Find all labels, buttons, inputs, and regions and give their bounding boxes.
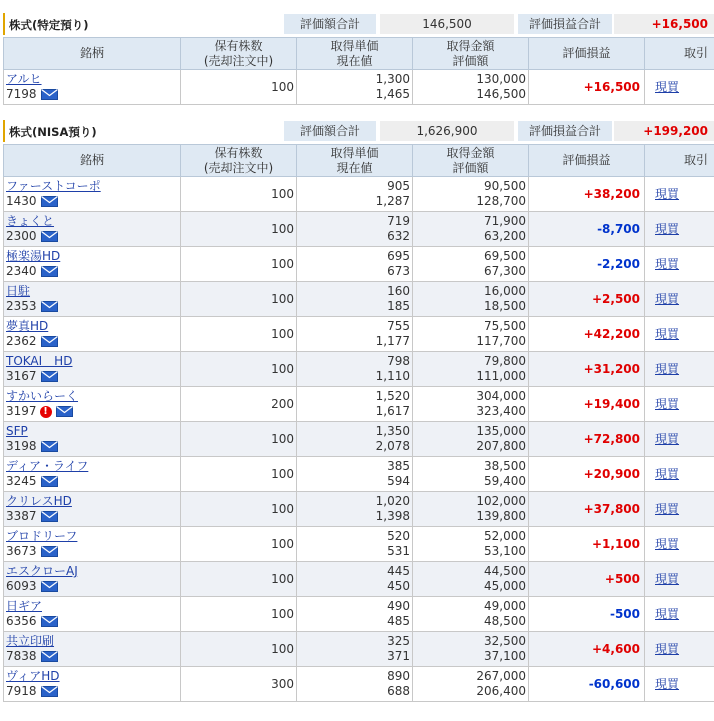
mail-icon[interactable] bbox=[41, 266, 58, 277]
cost-price: 1,520 bbox=[375, 389, 410, 403]
profit-loss: +16,500 bbox=[529, 70, 645, 105]
market-value: 18,500 bbox=[484, 299, 526, 313]
stock-name-link[interactable]: アルヒ bbox=[6, 72, 42, 86]
summary-bar bbox=[0, 117, 714, 143]
stock-name-link[interactable]: すかいらーく bbox=[6, 389, 79, 403]
col-header-name-label: 銘柄 bbox=[79, 46, 104, 60]
table-row bbox=[4, 352, 714, 387]
table-row bbox=[4, 527, 714, 562]
stock-cell bbox=[4, 667, 181, 702]
table-row bbox=[4, 597, 714, 632]
col-header-pl bbox=[529, 38, 645, 70]
mail-icon[interactable] bbox=[41, 231, 58, 242]
section-tokutei bbox=[0, 10, 714, 101]
action-cell bbox=[645, 282, 714, 317]
alert-icon[interactable]: ! bbox=[40, 406, 52, 418]
col-header-pl-label: 評価損益 bbox=[562, 153, 611, 167]
cost-amount: 44,500 bbox=[484, 564, 526, 578]
stock-code: 7198 bbox=[6, 87, 37, 101]
table-row bbox=[4, 492, 714, 527]
price-cell bbox=[297, 492, 413, 527]
stock-name-link[interactable]: ブロドリーフ bbox=[6, 529, 78, 543]
action-cell bbox=[645, 667, 714, 702]
current-price: 371 bbox=[387, 649, 410, 663]
stock-name-link[interactable]: ディア・ライフ bbox=[6, 459, 89, 473]
profit-loss: +37,800 bbox=[529, 492, 645, 527]
cost-amount: 79,800 bbox=[484, 354, 526, 368]
action-cell bbox=[645, 597, 714, 632]
stock-code: 3197 bbox=[6, 404, 37, 418]
stock-cell bbox=[4, 422, 181, 457]
amount-cell bbox=[413, 457, 529, 492]
amount-cell bbox=[413, 282, 529, 317]
cost-amount: 304,000 bbox=[476, 389, 526, 403]
market-value: 146,500 bbox=[476, 87, 526, 101]
action-cell bbox=[645, 422, 714, 457]
current-price: 1,177 bbox=[375, 334, 410, 348]
col-header-action-label: 取引 bbox=[683, 46, 708, 60]
table-row bbox=[4, 632, 714, 667]
holdings-table bbox=[3, 144, 714, 702]
stock-cell bbox=[4, 562, 181, 597]
quantity: 100 bbox=[181, 317, 297, 352]
col-header-qty-label: 保有株数 bbox=[214, 38, 263, 53]
stock-cell bbox=[4, 632, 181, 667]
cost-amount: 52,000 bbox=[484, 529, 526, 543]
col-header-name bbox=[4, 38, 181, 70]
col-header-pl-label: 評価損益 bbox=[562, 46, 611, 60]
market-value: 53,100 bbox=[484, 544, 526, 558]
cost-amount: 130,000 bbox=[476, 72, 526, 86]
total-value: 146,500 bbox=[380, 14, 514, 34]
market-value: 323,400 bbox=[476, 404, 526, 418]
amount-cell bbox=[413, 387, 529, 422]
cost-price: 520 bbox=[387, 529, 410, 543]
total-pl-label: 評価損益合計 bbox=[518, 121, 612, 141]
col-header-name bbox=[4, 145, 181, 177]
table-row bbox=[4, 562, 714, 597]
buy-cash-link[interactable]: 現買 bbox=[655, 186, 680, 201]
quantity: 300 bbox=[181, 667, 297, 702]
action-cell bbox=[645, 212, 714, 247]
stock-name-link[interactable]: TOKAI HD bbox=[6, 354, 73, 368]
cost-amount: 49,000 bbox=[484, 599, 526, 613]
total-pl-label: 評価損益合計 bbox=[518, 14, 612, 34]
mail-icon[interactable] bbox=[41, 441, 58, 452]
buy-cash-link[interactable]: 現買 bbox=[655, 606, 680, 621]
market-value: 45,000 bbox=[484, 579, 526, 593]
current-price: 450 bbox=[387, 579, 410, 593]
amount-cell bbox=[413, 527, 529, 562]
cost-amount: 16,000 bbox=[484, 284, 526, 298]
profit-loss: +500 bbox=[529, 562, 645, 597]
col-header-qty-label: 保有株数 bbox=[214, 145, 263, 160]
quantity: 100 bbox=[181, 212, 297, 247]
total-value: 1,626,900 bbox=[380, 121, 514, 141]
amount-cell bbox=[413, 352, 529, 387]
amount-cell bbox=[413, 667, 529, 702]
buy-cash-link[interactable]: 現買 bbox=[655, 431, 680, 446]
cost-price: 1,020 bbox=[375, 494, 410, 508]
holdings-table bbox=[3, 37, 714, 105]
stock-name-link[interactable]: 極楽湯HD bbox=[6, 249, 61, 263]
stock-cell bbox=[4, 352, 181, 387]
price-cell bbox=[297, 527, 413, 562]
col-header-value-label: 評価額 bbox=[452, 53, 489, 68]
stock-name-link[interactable]: 日駐 bbox=[6, 284, 31, 298]
mail-icon[interactable] bbox=[41, 546, 58, 557]
action-cell bbox=[645, 527, 714, 562]
amount-cell bbox=[413, 177, 529, 212]
buy-cash-link[interactable]: 現買 bbox=[655, 641, 680, 656]
amount-cell bbox=[413, 70, 529, 105]
col-header-qty-sub: (売却注文中) bbox=[203, 53, 274, 68]
cost-amount: 90,500 bbox=[484, 179, 526, 193]
buy-cash-link[interactable]: 現買 bbox=[655, 361, 680, 376]
cost-price: 695 bbox=[387, 249, 410, 263]
market-value: 63,200 bbox=[484, 229, 526, 243]
mail-icon[interactable] bbox=[41, 686, 58, 697]
profit-loss: +72,800 bbox=[529, 422, 645, 457]
price-cell bbox=[297, 177, 413, 212]
current-price: 688 bbox=[387, 684, 410, 698]
cost-price: 160 bbox=[387, 284, 410, 298]
cost-amount: 75,500 bbox=[484, 319, 526, 333]
market-value: 207,800 bbox=[476, 439, 526, 453]
current-price: 185 bbox=[387, 299, 410, 313]
amount-cell bbox=[413, 597, 529, 632]
stock-cell bbox=[4, 527, 181, 562]
profit-loss: +38,200 bbox=[529, 177, 645, 212]
stock-name-link[interactable]: きょくと bbox=[6, 214, 55, 228]
price-cell bbox=[297, 457, 413, 492]
stock-cell bbox=[4, 597, 181, 632]
quantity: 100 bbox=[181, 247, 297, 282]
buy-cash-link[interactable]: 現買 bbox=[655, 536, 680, 551]
profit-loss: +31,200 bbox=[529, 352, 645, 387]
action-cell bbox=[645, 632, 714, 667]
col-header-pl bbox=[529, 145, 645, 177]
col-header-action bbox=[645, 145, 714, 177]
cost-price: 798 bbox=[387, 354, 410, 368]
current-price: 1,110 bbox=[375, 369, 410, 383]
mail-icon[interactable] bbox=[41, 336, 58, 347]
buy-cash-link[interactable]: 現買 bbox=[655, 221, 680, 236]
market-value: 59,400 bbox=[484, 474, 526, 488]
total-pl-value: +16,500 bbox=[614, 14, 714, 34]
market-value: 111,000 bbox=[476, 369, 526, 383]
profit-loss: +20,900 bbox=[529, 457, 645, 492]
stock-cell bbox=[4, 457, 181, 492]
stock-code: 3387 bbox=[6, 509, 37, 523]
market-value: 206,400 bbox=[476, 684, 526, 698]
stock-name-link[interactable]: 夢真HD bbox=[6, 319, 49, 333]
current-price: 632 bbox=[387, 229, 410, 243]
stock-name-link[interactable]: クリレスHD bbox=[6, 494, 72, 508]
profit-loss: +4,600 bbox=[529, 632, 645, 667]
col-header-amount bbox=[413, 38, 529, 70]
stock-cell bbox=[4, 247, 181, 282]
col-header-amount-label: 取得金額 bbox=[446, 38, 495, 53]
buy-cash-link[interactable]: 現買 bbox=[655, 396, 680, 411]
profit-loss: +19,400 bbox=[529, 387, 645, 422]
current-price: 1,617 bbox=[375, 404, 410, 418]
market-value: 67,300 bbox=[484, 264, 526, 278]
stock-name-link[interactable]: SFP bbox=[6, 424, 28, 438]
price-cell bbox=[297, 247, 413, 282]
buy-cash-link[interactable]: 現買 bbox=[655, 466, 680, 481]
mail-icon[interactable] bbox=[41, 616, 58, 627]
col-header-value-label: 評価額 bbox=[452, 160, 489, 175]
cost-amount: 71,900 bbox=[484, 214, 526, 228]
table-row bbox=[4, 317, 714, 352]
table-row bbox=[4, 667, 714, 702]
table-row bbox=[4, 247, 714, 282]
table-row bbox=[4, 422, 714, 457]
mail-icon[interactable] bbox=[41, 89, 58, 100]
mail-icon[interactable] bbox=[41, 476, 58, 487]
cost-amount: 267,000 bbox=[476, 669, 526, 683]
stock-cell bbox=[4, 282, 181, 317]
cost-amount: 32,500 bbox=[484, 634, 526, 648]
current-price: 1,287 bbox=[375, 194, 410, 208]
action-cell bbox=[645, 457, 714, 492]
quantity: 100 bbox=[181, 457, 297, 492]
mail-icon[interactable] bbox=[41, 196, 58, 207]
col-header-qty bbox=[181, 38, 297, 70]
col-header-name-label: 銘柄 bbox=[79, 153, 104, 167]
col-header-price bbox=[297, 145, 413, 177]
section-title: 株式(NISA預り) bbox=[3, 120, 97, 142]
stock-code: 2340 bbox=[6, 264, 37, 278]
market-value: 139,800 bbox=[476, 509, 526, 523]
amount-cell bbox=[413, 212, 529, 247]
price-cell bbox=[297, 387, 413, 422]
stock-code: 3673 bbox=[6, 544, 37, 558]
header-row bbox=[4, 145, 714, 177]
col-header-qty bbox=[181, 145, 297, 177]
col-header-cost-label: 取得単価 bbox=[330, 38, 379, 53]
table-row bbox=[4, 70, 714, 105]
buy-cash-link[interactable]: 現買 bbox=[655, 501, 680, 516]
col-header-action-label: 取引 bbox=[683, 153, 708, 167]
market-value: 117,700 bbox=[476, 334, 526, 348]
table-row bbox=[4, 212, 714, 247]
amount-cell bbox=[413, 562, 529, 597]
profit-loss: -500 bbox=[529, 597, 645, 632]
profit-loss: +1,100 bbox=[529, 527, 645, 562]
stock-code: 1430 bbox=[6, 194, 37, 208]
quantity: 100 bbox=[181, 632, 297, 667]
cost-price: 1,350 bbox=[375, 424, 410, 438]
cost-price: 905 bbox=[387, 179, 410, 193]
quantity: 100 bbox=[181, 562, 297, 597]
summary-bar bbox=[0, 10, 714, 36]
amount-cell bbox=[413, 317, 529, 352]
quantity: 100 bbox=[181, 70, 297, 105]
action-cell bbox=[645, 492, 714, 527]
cost-price: 385 bbox=[387, 459, 410, 473]
stock-name-link[interactable]: ファーストコーポ bbox=[6, 179, 101, 193]
buy-cash-link[interactable]: 現買 bbox=[655, 291, 680, 306]
profit-loss: -60,600 bbox=[529, 667, 645, 702]
total-value-label: 評価額合計 bbox=[284, 121, 376, 141]
current-price: 485 bbox=[387, 614, 410, 628]
current-price: 1,398 bbox=[375, 509, 410, 523]
cost-price: 890 bbox=[387, 669, 410, 683]
col-header-price-label: 現在値 bbox=[336, 160, 373, 175]
price-cell bbox=[297, 352, 413, 387]
cost-price: 490 bbox=[387, 599, 410, 613]
stock-code: 2353 bbox=[6, 299, 37, 313]
buy-cash-link[interactable]: 現買 bbox=[655, 571, 680, 586]
stock-code: 7918 bbox=[6, 684, 37, 698]
amount-cell bbox=[413, 492, 529, 527]
stock-code: 3167 bbox=[6, 369, 37, 383]
stock-name-link[interactable]: エスクローAJ bbox=[6, 564, 78, 578]
cost-amount: 102,000 bbox=[476, 494, 526, 508]
quantity: 200 bbox=[181, 387, 297, 422]
table-row bbox=[4, 387, 714, 422]
mail-icon[interactable] bbox=[56, 406, 73, 417]
stock-name-link[interactable]: ヴィアHD bbox=[6, 669, 60, 683]
table-row bbox=[4, 282, 714, 317]
col-header-price bbox=[297, 38, 413, 70]
mail-icon[interactable] bbox=[41, 371, 58, 382]
stock-cell bbox=[4, 212, 181, 247]
market-value: 128,700 bbox=[476, 194, 526, 208]
col-header-price-label: 現在値 bbox=[336, 53, 373, 68]
section-nisa bbox=[0, 117, 714, 698]
quantity: 100 bbox=[181, 177, 297, 212]
current-price: 673 bbox=[387, 264, 410, 278]
cost-amount: 135,000 bbox=[476, 424, 526, 438]
current-price: 2,078 bbox=[375, 439, 410, 453]
quantity: 100 bbox=[181, 492, 297, 527]
col-header-qty-sub: (売却注文中) bbox=[203, 160, 274, 175]
profit-loss: -8,700 bbox=[529, 212, 645, 247]
mail-icon[interactable] bbox=[41, 511, 58, 522]
price-cell bbox=[297, 317, 413, 352]
stock-cell bbox=[4, 177, 181, 212]
mail-icon[interactable] bbox=[41, 301, 58, 312]
total-value-label: 評価額合計 bbox=[284, 14, 376, 34]
profit-loss: -2,200 bbox=[529, 247, 645, 282]
cost-price: 325 bbox=[387, 634, 410, 648]
buy-cash-link[interactable]: 現買 bbox=[655, 326, 680, 341]
buy-cash-link[interactable]: 現買 bbox=[655, 256, 680, 271]
mail-icon[interactable] bbox=[41, 581, 58, 592]
price-cell bbox=[297, 282, 413, 317]
cost-price: 719 bbox=[387, 214, 410, 228]
col-header-amount-label: 取得金額 bbox=[446, 145, 495, 160]
action-cell bbox=[645, 352, 714, 387]
current-price: 531 bbox=[387, 544, 410, 558]
col-header-cost-label: 取得単価 bbox=[330, 145, 379, 160]
action-cell bbox=[645, 387, 714, 422]
quantity: 100 bbox=[181, 422, 297, 457]
action-cell bbox=[645, 177, 714, 212]
price-cell bbox=[297, 667, 413, 702]
stock-cell bbox=[4, 492, 181, 527]
quantity: 100 bbox=[181, 597, 297, 632]
buy-cash-link[interactable]: 現買 bbox=[655, 79, 680, 94]
buy-cash-link[interactable]: 現買 bbox=[655, 676, 680, 691]
total-pl-value: +199,200 bbox=[614, 121, 714, 141]
action-cell bbox=[645, 247, 714, 282]
amount-cell bbox=[413, 632, 529, 667]
table-row bbox=[4, 177, 714, 212]
stock-cell bbox=[4, 70, 181, 105]
stock-cell bbox=[4, 317, 181, 352]
profit-loss: +42,200 bbox=[529, 317, 645, 352]
price-cell bbox=[297, 597, 413, 632]
stock-code: 2362 bbox=[6, 334, 37, 348]
section-title: 株式(特定預り) bbox=[3, 13, 89, 35]
profit-loss: +2,500 bbox=[529, 282, 645, 317]
market-value: 48,500 bbox=[484, 614, 526, 628]
stock-code: 3245 bbox=[6, 474, 37, 488]
col-header-amount bbox=[413, 145, 529, 177]
cost-amount: 38,500 bbox=[484, 459, 526, 473]
price-cell bbox=[297, 212, 413, 247]
cost-price: 1,300 bbox=[375, 72, 410, 86]
quantity: 100 bbox=[181, 352, 297, 387]
mail-icon[interactable] bbox=[41, 651, 58, 662]
quantity: 100 bbox=[181, 527, 297, 562]
stock-code: 3198 bbox=[6, 439, 37, 453]
stock-code: 6093 bbox=[6, 579, 37, 593]
action-cell bbox=[645, 562, 714, 597]
stock-name-link[interactable]: 共立印刷 bbox=[6, 634, 55, 648]
stock-code: 7838 bbox=[6, 649, 37, 663]
header-row bbox=[4, 38, 714, 70]
market-value: 37,100 bbox=[484, 649, 526, 663]
amount-cell bbox=[413, 422, 529, 457]
current-price: 1,465 bbox=[375, 87, 410, 101]
price-cell bbox=[297, 70, 413, 105]
price-cell bbox=[297, 632, 413, 667]
action-cell bbox=[645, 317, 714, 352]
col-header-action bbox=[645, 38, 714, 70]
price-cell bbox=[297, 422, 413, 457]
current-price: 594 bbox=[387, 474, 410, 488]
stock-code: 6356 bbox=[6, 614, 37, 628]
stock-name-link[interactable]: 日ギア bbox=[6, 599, 43, 613]
quantity: 100 bbox=[181, 282, 297, 317]
stock-cell bbox=[4, 387, 181, 422]
amount-cell bbox=[413, 247, 529, 282]
cost-amount: 69,500 bbox=[484, 249, 526, 263]
cost-price: 445 bbox=[387, 564, 410, 578]
action-cell bbox=[645, 70, 714, 105]
cost-price: 755 bbox=[387, 319, 410, 333]
stock-code: 2300 bbox=[6, 229, 37, 243]
table-row bbox=[4, 457, 714, 492]
price-cell bbox=[297, 562, 413, 597]
